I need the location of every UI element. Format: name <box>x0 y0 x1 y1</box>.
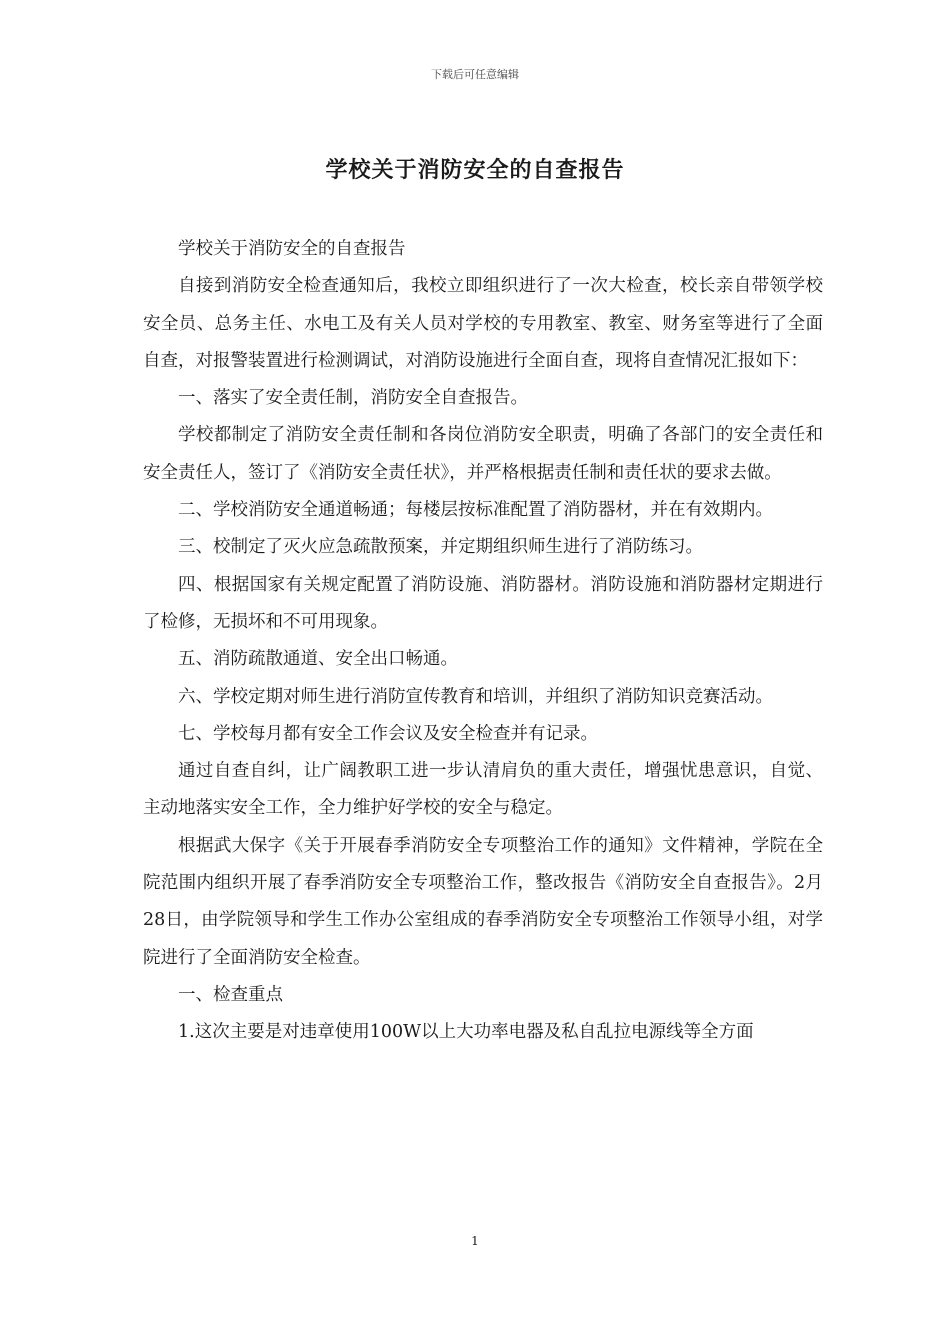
document-title: 学校关于消防安全的自查报告 <box>325 157 625 183</box>
paragraph: 一、落实了安全责任制，消防安全自查报告。 <box>178 388 528 409</box>
paragraph: 二、学校消防安全通道畅通；每楼层按标准配置了消防器材，并在有效期内。 <box>178 500 773 521</box>
paragraph: 三、校制定了灭火应急疏散预案，并定期组织师生进行了消防练习。 <box>178 537 703 558</box>
paragraph: 1.这次主要是对违章使用100W以上大功率电器及私自乱拉电源线等全方面 <box>178 1022 754 1043</box>
paragraph: 自接到消防安全检查通知后，我校立即组织进行了一次大检查，校长亲自带领学校安全员、总务主任、水电工及有关人员对学校的专用教室、教室、财务室等进行了全面自查，对报警装置进行检测调试，对消防设施进行全面自查，现将自查情况汇报如下： <box>143 276 823 371</box>
paragraph: 一、检查重点 <box>178 984 283 1005</box>
paragraph: 学校关于消防安全的自查报告 <box>178 239 406 259</box>
paragraph: 七、学校每月都有安全工作会议及安全检查并有记录。 <box>178 723 598 744</box>
paragraph: 六、学校定期对师生进行消防宣传教育和培训，并组织了消防知识竞赛活动。 <box>178 686 773 707</box>
header-note: 下载后可任意编辑 <box>431 68 519 81</box>
paragraph: 四、根据国家有关规定配置了消防设施、消防器材。消防设施和消防器材定期进行了检修，无损坏和不可用现象。 <box>143 574 823 632</box>
page-number: 1 <box>471 1234 479 1248</box>
paragraph: 五、消防疏散通道、安全出口畅通。 <box>178 649 458 670</box>
paragraph: 通过自查自纠，让广阔教职工进一步认清肩负的重大责任，增强忧患意识，自觉、主动地落实安全工作，全力维护好学校的安全与稳定。 <box>143 761 823 819</box>
paragraph: 学校都制定了消防安全责任制和各岗位消防安全职责，明确了各部门的安全责任和安全责任人，签订了《消防安全责任状》，并严格根据责任制和责任状的要求去做。 <box>143 425 823 483</box>
document-body <box>143 231 823 1052</box>
paragraph: 根据武大保字《关于开展春季消防安全专项整治工作的通知》文件精神，学院在全院范围内组织开展了春季消防安全专项整治工作，整改报告《消防安全自查报告》。2月28日，由学院领导和学生工作办公室组成的春季消防安全专项整治工作领导小组，对学院进行了全面消防安全检查。 <box>143 835 823 968</box>
